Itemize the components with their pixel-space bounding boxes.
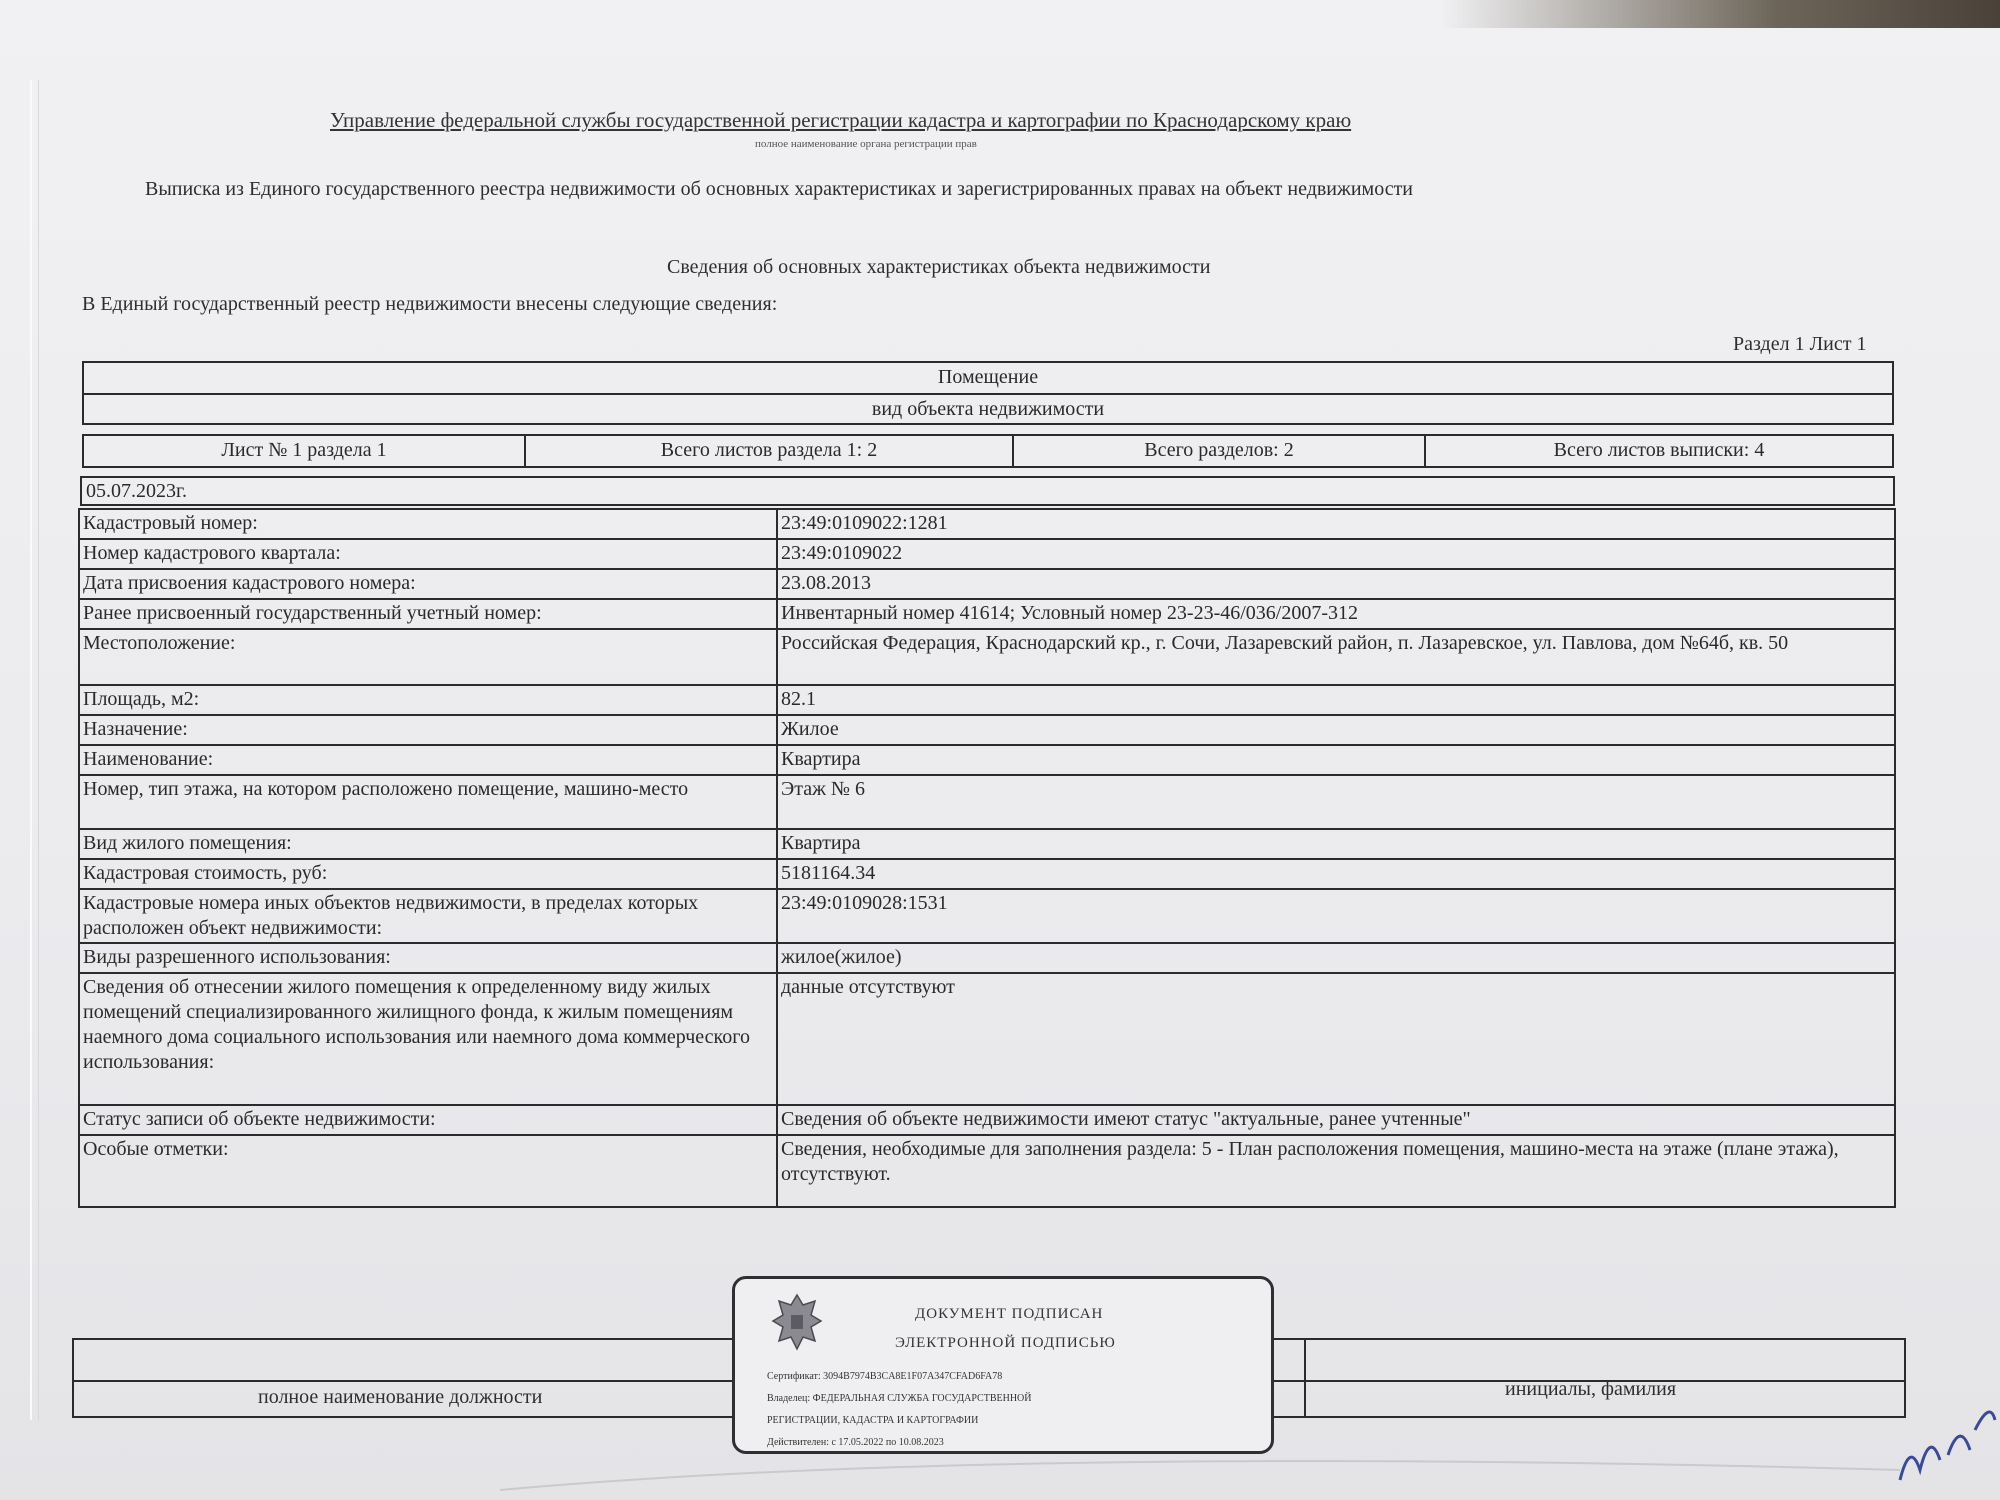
row-value: Сведения, необходимые для заполнения раздела: 5 - План расположения помещения, машино-места на этаже (плане этажа), отсутствуют. <box>777 1135 1895 1207</box>
table-row <box>79 569 1895 599</box>
row-label: Ранее присвоенный государственный учетный номер: <box>79 599 777 629</box>
table-row <box>79 715 1895 745</box>
sheet-info-row <box>82 434 1894 468</box>
table-row <box>79 829 1895 859</box>
table-row <box>79 685 1895 715</box>
row-label: Кадастровые номера иных объектов недвижимости, в пределах которых расположен объект недвижимости: <box>79 889 777 943</box>
characteristics-table <box>78 508 1896 1208</box>
row-value: данные отсутствуют <box>777 973 1895 1105</box>
section-title: Сведения об основных характеристиках объекта недвижимости <box>667 256 1211 278</box>
background-surface <box>1440 0 2000 28</box>
row-value: жилое(жилое) <box>777 943 1895 973</box>
row-label: Кадастровый номер: <box>79 509 777 539</box>
row-label: Виды разрешенного использования: <box>79 943 777 973</box>
table-row <box>79 775 1895 829</box>
row-value: Российская Федерация, Краснодарский кр., г. Сочи, Лазаревский район, п. Лазаревское, ул. Павлова, дом №64б, кв. 50 <box>777 629 1895 685</box>
coat-of-arms-icon <box>769 1291 825 1353</box>
stamp-certificate: Сертификат: 3094B7974B3CA8E1F07A347CFAD6FA78 <box>767 1371 1003 1382</box>
row-label: Номер кадастрового квартала: <box>79 539 777 569</box>
row-value: 5181164.34 <box>777 859 1895 889</box>
row-label: Дата присвоения кадастрового номера: <box>79 569 777 599</box>
total-sheets-section: Всего листов раздела 1: 2 <box>526 436 1014 466</box>
row-value: Сведения об объекте недвижимости имеют статус "актуальные, ранее учтенные" <box>777 1105 1895 1135</box>
row-value: Этаж № 6 <box>777 775 1895 829</box>
row-value: Квартира <box>777 745 1895 775</box>
total-sheets-extract: Всего листов выписки: 4 <box>1553 439 1765 461</box>
row-value: Инвентарный номер 41614; Условный номер 23-23-46/036/2007-312 <box>777 599 1895 629</box>
row-label: Местоположение: <box>79 629 777 685</box>
electronic-signature-stamp <box>732 1276 1274 1454</box>
object-type-caption-row <box>82 393 1894 425</box>
name-caption: инициалы, фамилия <box>1505 1378 1677 1400</box>
binding-thread <box>30 80 39 1420</box>
row-value: 82.1 <box>777 685 1895 715</box>
row-label: Статус записи об объекте недвижимости: <box>79 1105 777 1135</box>
row-label: Вид жилого помещения: <box>79 829 777 859</box>
table-row <box>79 859 1895 889</box>
row-label: Сведения об отнесении жилого помещения к определенному виду жилых помещений специализированного жилищного фонда, к жилым помещениям наемного дома социального использования или наемного дома коммерческого использования: <box>79 973 777 1105</box>
table-row <box>79 599 1895 629</box>
object-type-caption: вид объекта недвижимости <box>871 398 1105 420</box>
table-row <box>79 943 1895 973</box>
stamp-owner: Владелец: ФЕДЕРАЛЬНАЯ СЛУЖБА ГОСУДАРСТВЕННОЙ <box>767 1393 1032 1404</box>
row-label: Кадастровая стоимость, руб: <box>79 859 777 889</box>
row-value: 23:49:0109022:1281 <box>777 509 1895 539</box>
stamp-line-1: ДОКУМЕНТ ПОДПИСАН <box>915 1306 1104 1322</box>
row-value: Квартира <box>777 829 1895 859</box>
object-type-value: Помещение <box>937 366 1039 388</box>
handwritten-signature <box>1890 1360 2000 1500</box>
stamp-line-2: ЭЛЕКТРОННОЙ ПОДПИСЬЮ <box>895 1335 1116 1351</box>
registration-authority-caption: полное наименование органа регистрации прав <box>755 138 977 150</box>
table-row <box>79 745 1895 775</box>
table-row <box>79 889 1895 943</box>
sheet-number: Лист № 1 раздела 1 <box>84 436 526 466</box>
pen-stroke-decoration <box>500 1440 1900 1500</box>
table-row <box>79 629 1895 685</box>
extract-date: 05.07.2023г. <box>80 476 1895 506</box>
table-row <box>79 509 1895 539</box>
row-label: Номер, тип этажа, на котором расположено помещение, машино-место <box>79 775 777 829</box>
table-row <box>79 973 1895 1105</box>
row-value: 23:49:0109028:1531 <box>777 889 1895 943</box>
object-type <box>82 361 1894 395</box>
table-row <box>79 539 1895 569</box>
row-label: Наименование: <box>79 745 777 775</box>
stamp-validity: Действителен: с 17.05.2022 по 10.08.2023 <box>767 1437 944 1448</box>
row-value: 23:49:0109022 <box>777 539 1895 569</box>
extract-title: Выписка из Единого государственного реестра недвижимости об основных характеристиках и зарегистрированных правах на объект недвижимости <box>145 178 1414 200</box>
row-label: Площадь, м2: <box>79 685 777 715</box>
stamp-owner-2: РЕГИСТРАЦИИ, КАДАСТРА И КАРТОГРАФИИ <box>767 1415 979 1426</box>
total-sections: Всего разделов: 2 <box>1014 436 1426 466</box>
row-value: 23.08.2013 <box>777 569 1895 599</box>
row-label: Особые отметки: <box>79 1135 777 1207</box>
row-label: Назначение: <box>79 715 777 745</box>
table-row <box>79 1135 1895 1207</box>
signature-column-divider <box>1304 1340 1306 1416</box>
table-row <box>79 1105 1895 1135</box>
registration-authority-name: Управление федеральной службы государственной регистрации кадастра и картографии по Краснодарскому краю <box>330 108 1352 132</box>
section-sheet-label: Раздел 1 Лист 1 <box>1733 333 1867 355</box>
intro-text: В Единый государственный реестр недвижимости внесены следующие сведения: <box>82 293 778 315</box>
position-caption: полное наименование должности <box>258 1386 543 1408</box>
row-value: Жилое <box>777 715 1895 745</box>
